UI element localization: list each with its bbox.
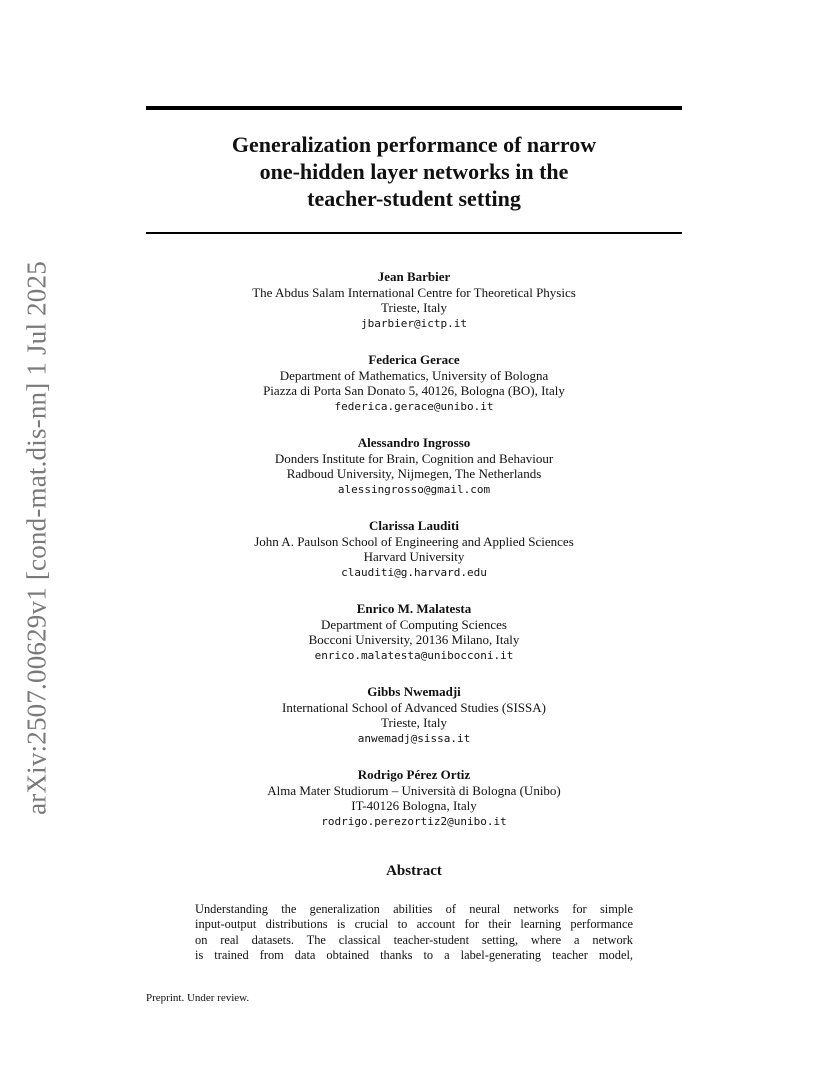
author-block [146,518,682,601]
abstract-body [195,902,633,963]
abstract-line: Understanding the generalization abilities of neural networks for simple [195,902,633,916]
author-email: jbarbier@ictp.it [361,316,467,330]
author-block [146,767,682,850]
author-affiliation: Piazza di Porta San Donato 5, 40126, Bologna (BO), Italy [263,383,565,398]
title-top-rule [146,106,682,110]
author-block [146,269,682,352]
author-name: Gibbs Nwemadji [367,684,461,699]
author-affiliation: Department of Computing Sciences [321,616,507,632]
abstract-heading: Abstract [386,863,442,879]
author-affiliation: Department of Mathematics, University of Bologna [279,367,549,383]
abstract-line: on real datasets. The classical teacher-student setting, where a network [195,932,633,947]
author-email: rodrigo.perezortiz2@unibo.it [321,814,507,828]
author-name: Rodrigo Pérez Ortiz [357,767,471,782]
paper-title-line: one-hidden layer networks in the [259,159,569,184]
author-affiliation: Trieste, Italy [381,300,447,315]
author-name: Federica Gerace [368,352,460,367]
author-name: Jean Barbier [377,269,451,284]
author-affiliation: John A. Paulson School of Engineering and Applied Sciences [254,533,574,549]
author-affiliation: Radboud University, Nijmegen, The Netherlands [286,466,542,481]
author-affiliation: The Abdus Salam International Centre for Theoretical Physics [252,284,576,300]
abstract-line: input-output distributions is crucial to account for their learning performance [195,917,633,932]
author-email: enrico.malatesta@unibocconi.it [314,648,514,662]
author-block [146,601,682,684]
paper-title [146,131,682,212]
paper-title-line: Generalization performance of narrow [231,132,597,157]
paper-title-line: teacher-student setting [307,186,521,211]
author-name: Clarissa Lauditi [369,518,459,533]
author-block [146,684,682,767]
author-name: Alessandro Ingrosso [357,435,471,450]
author-email: alessingrosso@gmail.com [337,482,491,496]
author-affiliation: Harvard University [363,549,465,564]
author-email: clauditi@g.harvard.edu [341,565,487,579]
author-affiliation: International School of Advanced Studies (SISSA) [282,699,546,715]
author-affiliation: IT-40126 Bologna, Italy [351,798,477,813]
author-affiliation: Donders Institute for Brain, Cognition and Behaviour [274,450,554,466]
author-email: federica.gerace@unibo.it [334,399,494,413]
arxiv-identifier-stamp: arXiv:2507.00629v1 [cond-mat.dis-nn] 1 Jul 2025 [21,261,52,815]
author-affiliation: Bocconi University, 20136 Milano, Italy [308,632,520,647]
author-affiliation: Alma Mater Studiorum – Università di Bologna (Unibo) [267,782,561,798]
abstract-line: is trained from data obtained thanks to a label-generating teacher model, [195,947,633,962]
title-bottom-rule [146,232,682,234]
author-block [146,352,682,435]
author-name: Enrico M. Malatesta [356,601,472,616]
author-list [146,269,682,850]
preprint-footer-note: Preprint. Under review. [146,992,250,1004]
author-block [146,435,682,518]
author-affiliation: Trieste, Italy [381,715,447,730]
author-email: anwemadj@sissa.it [357,731,471,745]
